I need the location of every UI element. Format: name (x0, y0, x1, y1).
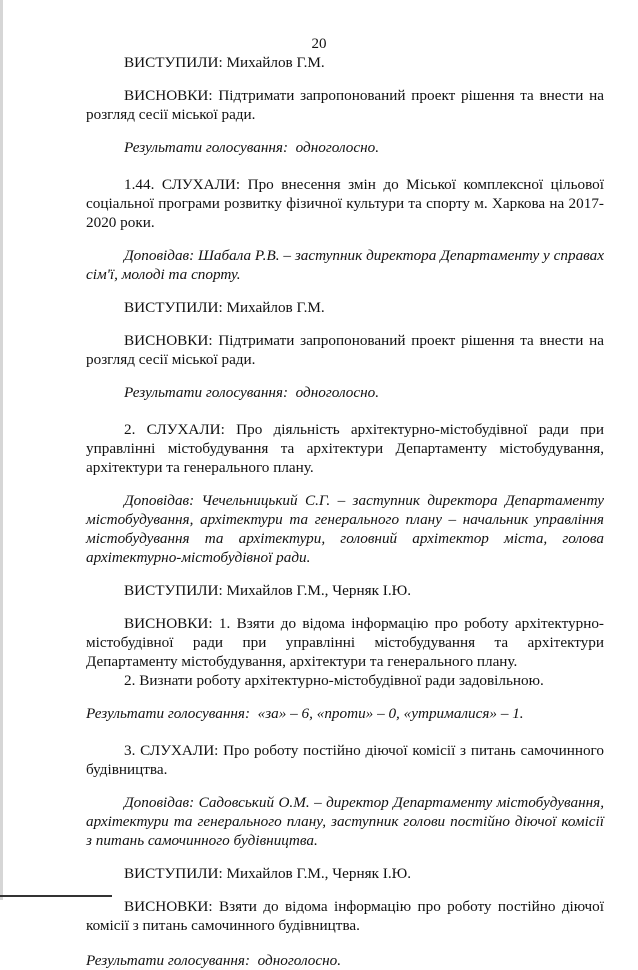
speakers-line: ВИСТУПИЛИ: Михайлов Г.М., Черняк І.Ю. (124, 582, 412, 599)
voting-label: Результати голосування: (86, 705, 251, 722)
voting-value: одноголосно. (257, 952, 342, 969)
voting-label: Результати голосування: (124, 139, 289, 156)
conclusion-paragraph: ВИСНОВКИ: Взяти до відома інформацію про роботу постійно діючої комісії з питань самочинного будівництва. (86, 898, 604, 934)
protocol-body (86, 53, 604, 970)
reporter-paragraph: Доповідав: Садовський О.М. – директор Департаменту містобудування, архітектури та генерального плану, заступник голови постійно діючої комісії з питань самочинного будівництва. (86, 794, 604, 849)
voting-result (86, 704, 604, 723)
page-number: 20 (311, 36, 327, 52)
voting-result (86, 383, 604, 402)
conclusion-paragraph: ВИСНОВКИ: Підтримати запропонований проект рішення та внести на розгляд сесії міської ради. (86, 87, 604, 123)
reporter-paragraph: Доповідав: Чечельницький С.Г. – заступник директора Департаменту містобудування, архітектури та генерального плану – начальник управління містобудування та архітектури, головний архітектор міста, голова архітектурно-містобудівної ради. (86, 492, 604, 566)
voting-value: одноголосно. (295, 384, 380, 401)
speakers-line: ВИСТУПИЛИ: Михайлов Г.М. (124, 299, 325, 316)
heard-paragraph: 1.44. СЛУХАЛИ: Про внесення змін до Міської комплексної цільової соціальної програми розвитку фізичної культури та спорту м. Харкова на 2017-2020 роки. (86, 176, 604, 231)
speakers-line: ВИСТУПИЛИ: Михайлов Г.М., Черняк І.Ю. (124, 865, 412, 882)
voting-value: одноголосно. (295, 139, 380, 156)
voting-result (86, 951, 604, 970)
voting-value: «за» – 6, «проти» – 0, «утрималися» – 1. (257, 705, 524, 722)
heard-paragraph: 3. СЛУХАЛИ: Про роботу постійно діючої комісії з питань самочинного будівництва. (86, 742, 604, 778)
voting-label: Результати голосування: (86, 952, 251, 969)
voting-result (86, 138, 604, 157)
footer-rule (0, 895, 112, 897)
conclusion-paragraph: ВИСНОВКИ: 1. Взяти до відома інформацію про роботу архітектурно-містобудівної ради при управлінні містобудування та архітектури Департаменту містобудування, архітектури та генерального плану. (86, 615, 604, 670)
reporter-paragraph: Доповідав: Шабала Р.В. – заступник директора Департаменту у справах сім'ї, молоді та спорту. (86, 247, 604, 283)
conclusion-paragraph: ВИСНОВКИ: Підтримати запропонований проект рішення та внести на розгляд сесії міської ради. (86, 332, 604, 368)
speakers-line: ВИСТУПИЛИ: Михайлов Г.М. (124, 54, 325, 71)
scan-edge (0, 0, 3, 900)
voting-label: Результати голосування: (124, 384, 289, 401)
conclusion-item-2: 2. Визнати роботу архітектурно-містобудівної ради задовільною. (124, 672, 544, 689)
heard-paragraph: 2. СЛУХАЛИ: Про діяльність архітектурно-містобудівної ради при управлінні містобудування та архітектури Департаменту містобудування, архітектури та генерального плану. (86, 421, 604, 476)
